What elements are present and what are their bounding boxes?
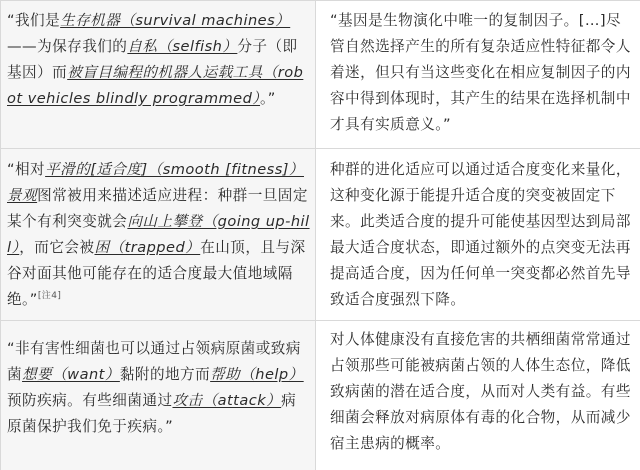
highlighted-term: 平滑的[适合度]（smooth [fitness]）景观 xyxy=(7,161,304,204)
highlighted-term: 向山上攀登（going up-hill） xyxy=(7,213,310,256)
table-row xyxy=(0,1,640,149)
highlighted-term: 困（trapped） xyxy=(94,239,201,256)
highlighted-term: 想要（want） xyxy=(22,366,120,383)
highlighted-term: 帮助（help） xyxy=(210,366,304,383)
anthropomorphic-quote-cell xyxy=(0,321,316,470)
highlighted-term: 生存机器（survival machines） xyxy=(60,12,291,29)
anthropomorphic-quote-cell xyxy=(0,149,316,320)
text-run: “我们是 xyxy=(7,12,61,29)
table-row xyxy=(0,149,640,321)
rewritten-text-cell xyxy=(316,149,640,320)
rewritten-text-cell xyxy=(316,1,640,148)
quote-text xyxy=(7,157,311,313)
quote-text xyxy=(7,336,311,440)
rewritten-text: 种群的进化适应可以通过适合度变化来量化，这种变化源于能提升适合度的突变被固定下来。此类适合度的提升可能使基因型达到局部最大适合度状态，即通过额外的点突变无法再提高适合度，因为任何单一突变都必然首先导致适合度强烈下降。 xyxy=(330,161,631,308)
rewritten-text: “基因是生物演化中唯一的复制因子。[…]尽管自然选择产生的所有复杂适应性特征都令人着迷，但只有当这些变化在相应复制因子的内容中得到体现时，其产生的结果在选择机制中才具有实质意义。” xyxy=(330,12,631,133)
anthropomorphic-quote-cell xyxy=(0,1,316,148)
text-run: 预防疾病。有些细菌通过 xyxy=(7,392,173,409)
quote-text xyxy=(7,8,311,112)
text-run: 病原菌保护我们免于疾病。” xyxy=(7,392,297,435)
text-run: 黏附的地方而 xyxy=(119,366,211,383)
text-run: 在山顶，且与深谷对面其他可能存在的适合度最大值地域隔绝。” xyxy=(7,239,306,308)
highlighted-term: 被盲目编程的机器人运载工具（robot vehicles blindly programmed） xyxy=(7,64,304,107)
text-run: 分子（即基因）而 xyxy=(7,38,298,81)
text-run: ，而它会被 xyxy=(19,239,95,256)
rewritten-text-cell xyxy=(316,321,640,470)
footnote-marker[interactable]: [注4] xyxy=(37,291,62,302)
highlighted-term: 自私（selfish） xyxy=(127,38,238,55)
highlighted-term: 攻击（attack） xyxy=(172,392,282,409)
table-row xyxy=(0,321,640,470)
text-run: ——为保存我们的 xyxy=(7,38,128,55)
text-run: “非有害性细菌也可以通过占领病原菌或致病菌 xyxy=(7,340,301,383)
text-run: 。” xyxy=(260,90,276,107)
text-run: “相对 xyxy=(7,161,46,178)
text-run: 图常被用来描述适应进程：种群一旦固定某个有利突变就会 xyxy=(7,187,308,230)
rewritten-text: 对人体健康没有直接危害的共栖细菌常常通过占领那些可能被病菌占领的人体生态位，降低致病菌的潜在适合度，从而对人类有益。有些细菌会释放对病原体有毒的化合物，从而减少宿主患病的概率。 xyxy=(330,331,631,452)
